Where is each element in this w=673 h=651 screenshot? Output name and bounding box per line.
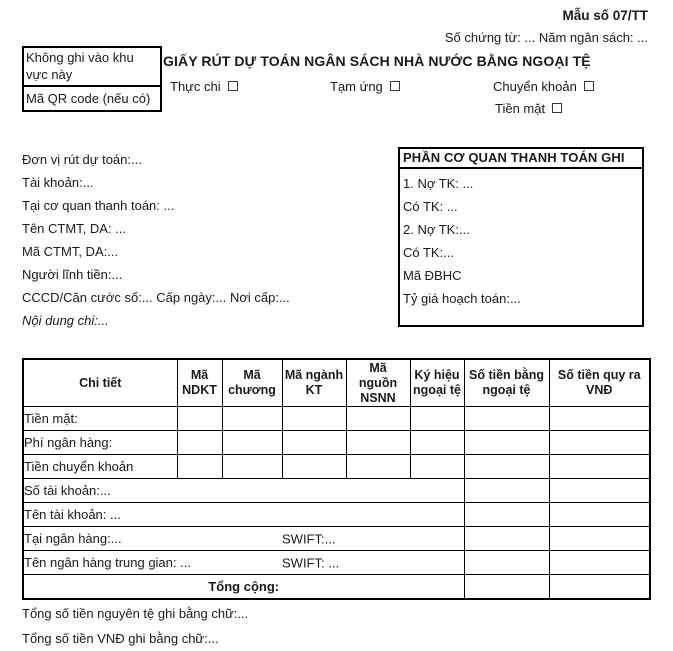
table-row-tai-ngan-hang <box>23 527 650 551</box>
empty-cell <box>282 431 346 455</box>
field-ten-ctmt-da: Tên CTMT, DA: ... <box>22 221 127 236</box>
payment-agency-box <box>398 147 644 327</box>
swift-value: SWIFT: ... <box>282 555 340 571</box>
field-co-tk-2: Có TK:... <box>403 245 455 260</box>
field-don-vi-rut-du-toan: Đơn vị rút dự toán:... <box>22 152 142 167</box>
row-label-ten-tai-khoan: Tên tài khoản: ... <box>23 503 464 527</box>
form-title: GIẤY RÚT DỰ TOÁN NGÂN SÁCH NHÀ NƯỚC BẰNG NGOẠI TỆ <box>163 53 591 69</box>
field-ma-ctmt-da: Mã CTMT, DA:... <box>22 244 119 259</box>
empty-cell <box>346 455 410 479</box>
row-label-tai-ngan-hang: Tại ngân hàng:... SWIFT:... <box>23 527 464 551</box>
tien-mat-checkbox-icon[interactable] <box>552 103 562 113</box>
row-label-so-tai-khoan: Số tài khoản:... <box>23 479 464 503</box>
table-row-tien-mat <box>23 407 650 431</box>
empty-cell <box>346 431 410 455</box>
empty-cell <box>282 407 346 431</box>
tam-ung-checkbox-icon[interactable] <box>390 81 400 91</box>
no-write-box-note: Không ghi vào khu vực này <box>24 48 160 87</box>
swift-value: SWIFT:... <box>282 531 336 547</box>
empty-cell <box>177 407 222 431</box>
empty-cell <box>222 455 282 479</box>
table-row-phi-ngan-hang <box>23 431 650 455</box>
empty-cell <box>222 431 282 455</box>
empty-cell <box>549 575 650 599</box>
col-header-ma-ndkt: Mã NDKT <box>177 359 222 407</box>
empty-cell <box>549 551 650 575</box>
field-ma-dbhc: Mã ĐBHC <box>403 268 462 283</box>
col-header-ma-nganh-kt: Mã ngành KT <box>282 359 346 407</box>
detail-table <box>22 358 651 600</box>
col-header-so-tien-ngoai-te: Số tiền bằng ngoại tệ <box>464 359 549 407</box>
col-header-ky-hieu-ngoai-te: Ký hiệu ngoại tệ <box>410 359 464 407</box>
empty-cell <box>410 455 464 479</box>
empty-cell <box>549 407 650 431</box>
form-number: Mẫu số 07/TT <box>562 8 648 23</box>
checkbox-tien-mat[interactable] <box>495 101 562 116</box>
total-foreign-in-words: Tổng số tiền nguyên tệ ghi bằng chữ:... <box>22 606 249 621</box>
field-noi-dung-chi: Nội dung chi:... <box>22 313 109 328</box>
checkbox-chuyen-khoan[interactable] <box>493 79 594 94</box>
empty-cell <box>549 479 650 503</box>
empty-cell <box>549 503 650 527</box>
field-no-tk-1: 1. Nợ TK: ... <box>403 176 474 191</box>
qr-code-label: Mã QR code (nếu có) <box>26 91 151 106</box>
checkbox-thuc-chi-label: Thực chi <box>170 79 221 94</box>
document-number-line: Số chứng từ: ... Năm ngân sách: ... <box>444 30 648 45</box>
checkbox-thuc-chi[interactable] <box>170 79 238 94</box>
table-row-tien-chuyen-khoan <box>23 455 650 479</box>
row-label-ngan-hang-trung-gian: Tên ngân hàng trung gian: ... SWIFT: ... <box>23 551 464 575</box>
empty-cell <box>464 527 549 551</box>
col-header-ma-chuong: Mã chương <box>222 359 282 407</box>
row-label-tien-mat: Tiền mặt: <box>23 407 177 431</box>
field-nguoi-linh-tien: Người lĩnh tiền:... <box>22 267 123 282</box>
thuc-chi-checkbox-icon[interactable] <box>228 81 238 91</box>
amount-in-words <box>22 601 248 651</box>
empty-cell <box>464 575 549 599</box>
empty-cell <box>464 407 549 431</box>
empty-cell <box>549 527 650 551</box>
empty-cell <box>464 455 549 479</box>
payment-agency-box-title: PHẦN CƠ QUAN THANH TOÁN GHI <box>400 149 642 169</box>
table-row-ten-tai-khoan <box>23 503 650 527</box>
table-row-ngan-hang-trung-gian <box>23 551 650 575</box>
empty-cell <box>222 407 282 431</box>
empty-cell <box>410 407 464 431</box>
row-label-tien-chuyen-khoan: Tiền chuyển khoản <box>23 455 177 479</box>
checkbox-tam-ung-label: Tạm ứng <box>330 79 383 94</box>
empty-cell <box>549 431 650 455</box>
drawer-info-fields <box>22 148 392 332</box>
field-co-tk-1: Có TK: ... <box>403 199 458 214</box>
empty-cell <box>464 503 549 527</box>
checkbox-tam-ung[interactable] <box>330 79 400 94</box>
empty-cell <box>549 455 650 479</box>
field-tai-co-quan-thanh-toan: Tại cơ quan thanh toán: ... <box>22 198 175 213</box>
col-header-ma-nguon-nsnn: Mã nguồn NSNN <box>346 359 410 407</box>
empty-cell <box>464 479 549 503</box>
checkbox-tien-mat-label: Tiền mặt <box>495 101 546 116</box>
empty-cell <box>282 455 346 479</box>
chuyen-khoan-checkbox-icon[interactable] <box>584 81 594 91</box>
empty-cell <box>464 431 549 455</box>
table-header-row <box>23 359 650 407</box>
field-tai-khoan: Tài khoản:... <box>22 175 94 190</box>
no-write-box <box>22 46 162 112</box>
empty-cell <box>410 431 464 455</box>
checkbox-chuyen-khoan-label: Chuyển khoản <box>493 79 577 94</box>
empty-cell <box>464 551 549 575</box>
total-vnd-in-words: Tổng số tiền VNĐ ghi bằng chữ:... <box>22 631 219 646</box>
table-row-total <box>23 575 650 599</box>
table-row-so-tai-khoan <box>23 479 650 503</box>
row-label-phi-ngan-hang: Phí ngân hàng: <box>23 431 177 455</box>
col-header-chi-tiet: Chi tiết <box>23 359 177 407</box>
field-ty-gia: Tỷ giá hoạch toán:... <box>403 291 521 306</box>
empty-cell <box>177 431 222 455</box>
empty-cell <box>177 455 222 479</box>
total-label: Tổng cộng: <box>23 575 464 599</box>
empty-cell <box>346 407 410 431</box>
col-header-so-tien-vnd: Số tiền quy ra VNĐ <box>549 359 650 407</box>
field-no-tk-2: 2. Nợ TK:... <box>403 222 470 237</box>
field-cccd: CCCD/Căn cước số:... Cấp ngày:... Nơi cấp:... <box>22 290 290 305</box>
